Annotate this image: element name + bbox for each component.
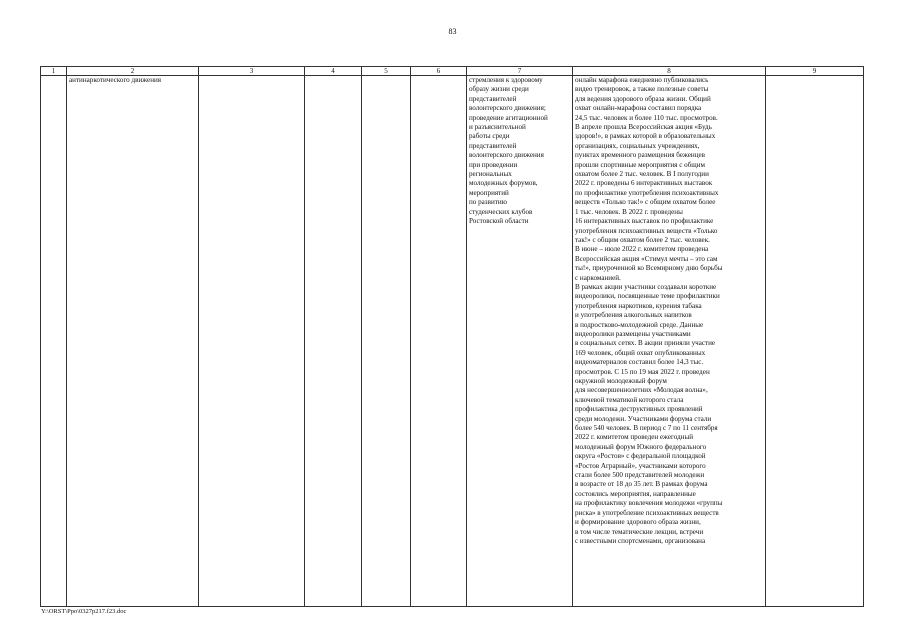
table-row [41, 76, 864, 607]
column-header-9: 9 [766, 67, 864, 76]
cell-col8: онлайн марафона ежедневно публиковались видео тренировок, а также полезные советы для ведения здорового образа жизни. Общий охват онлайн-марафона составил порядка 24,5 тыс. человек и более 110 тыс. просмотров. В апреле прошла Всероссийская акция «Будь здоров!», в рамках которой в образовательных организациях, социальных учреждениях, пунктах временного размещения беженцев прошли спортивные мероприятия с общим охватом более 2 тыс. человек. В I полугодии 2022 г. проведены 6 интерактивных выставок по профилактике употребления психоактивных веществ «Только так!» с общим охватом более 1 тыс. человек. В 2022 г. проведены 16 интерактивных выставок по профилактике употребления психоактивных веществ «Только так!» с общим охватом более 2 тыс. человек. В июне – июле 2022 г. комитетом проведена Всероссийская акция «Стимул мечты – это сам ты!», приуроченной ко Всемирному дню борьбы с наркоманией. В рамках акции участники создавали короткие видеоролики, посвященные теме профилактики употребления наркотиков, курения табака и употребления алкогольных напитков в подростково-молодежной среде. Данные видеоролики размещены участниками в социальных сетях. В акции приняли участие 169 человек, общий охват опубликованных видеоматериалов составил более 14,3 тыс. просмотров. С 15 по 19 мая 2022 г. проведен окружной молодежный форум для несовершеннолетних «Молодая волна», ключевой тематикой которого стала профилактика деструктивных проявлений среди молодежи. Участниками форума стали более 540 человек. В период с 7 по 11 сентября 2022 г. комитетом проведен ежегодный молодежный форум Южного федерального округа «Ростов» с федеральной площадкой «Ростов Аграрный», участниками которого стали более 500 представителей молодежи в возрасте от 18 до 35 лет. В рамках форума состоялись мероприятия, направленные на профилактику вовлечения молодежи «группы риска» в употребление психоактивных веществ и формирование здорового образа жизни, в том числе тематические лекции, встречи с известными спортсменами, организована [573, 76, 766, 607]
cell-col7: стремления к здоровому образу жизни среди представителей волонтерского движения; проведение агитационной и разъяснительной работы среди представителей волонтерского движения при проведении региональных молодежных форумов, мероприятий по развитию студенческих клубов Ростовской области [467, 76, 573, 607]
column-header-4: 4 [305, 67, 362, 76]
footer-file-path: Y:\ORST\Ppo\0327p217.f23.doc [41, 608, 127, 615]
table-header-row [41, 67, 864, 76]
column-header-5: 5 [362, 67, 411, 76]
cell-col5 [362, 76, 411, 607]
column-header-3: 3 [199, 67, 305, 76]
cell-col6 [411, 76, 467, 607]
cell-col1 [41, 76, 67, 607]
cell-col9 [766, 76, 864, 607]
column-header-6: 6 [411, 67, 467, 76]
column-header-7: 7 [467, 67, 573, 76]
document-table [40, 66, 864, 607]
column-header-1: 1 [41, 67, 67, 76]
cell-col3 [199, 76, 305, 607]
cell-col2: антинаркотического движения [67, 76, 199, 607]
cell-col4 [305, 76, 362, 607]
page-number: 83 [448, 27, 457, 36]
column-header-8: 8 [573, 67, 766, 76]
column-header-2: 2 [67, 67, 199, 76]
